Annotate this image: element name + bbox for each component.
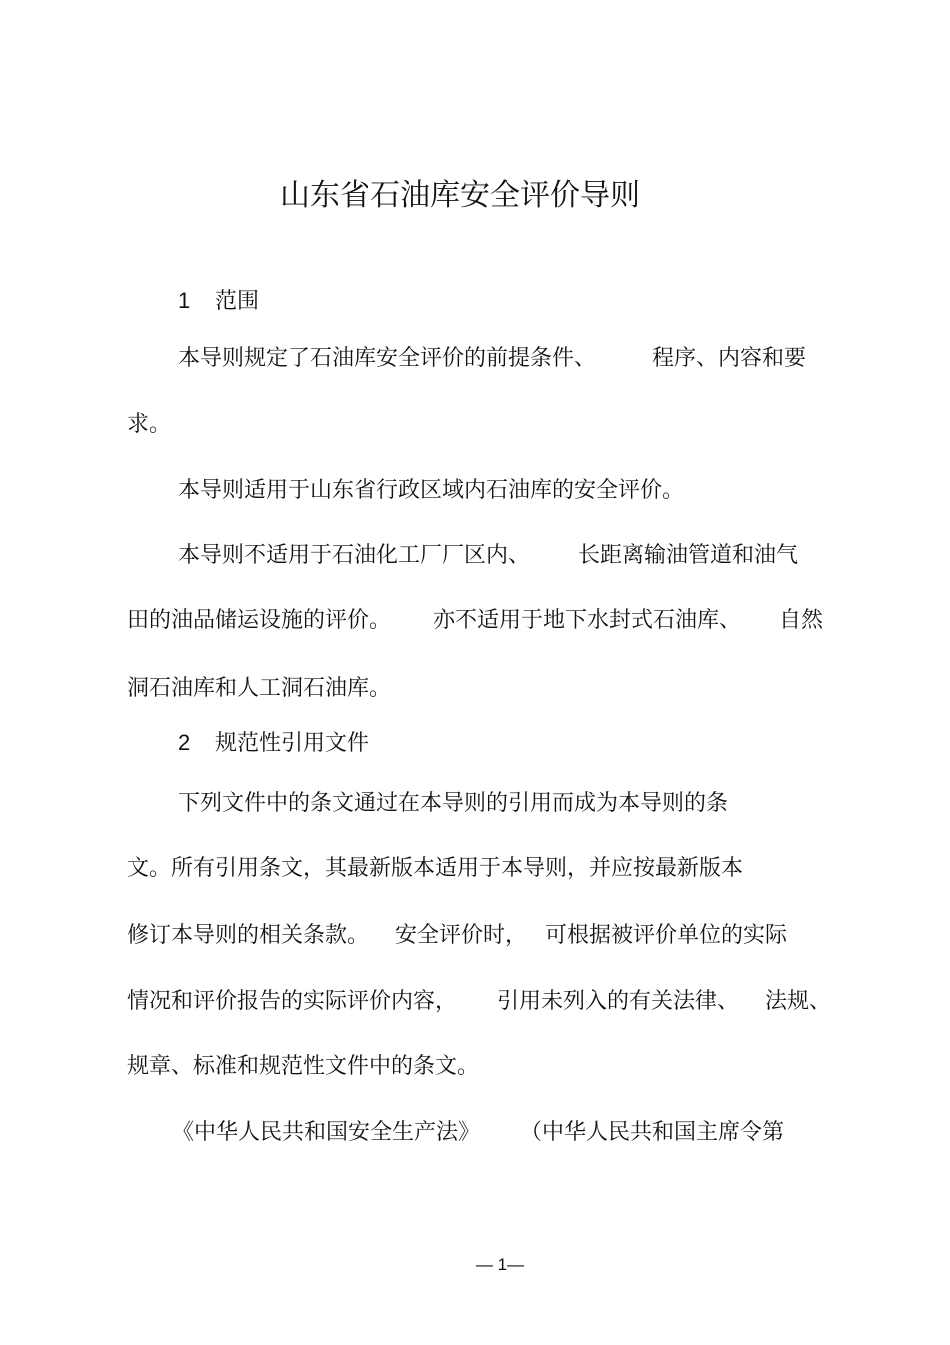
text-run: 情况和评价报告的实际评价内容， [127,989,458,1014]
text-run: 《中华人民共和国安全生产法》 [172,1120,481,1145]
text-run: 本导则不适用于石油化工厂厂区内、 [178,543,531,568]
text-run: 田的油品储运设施的评价。 [127,608,392,633]
section-number: 2 [178,730,191,755]
text-run: 求。 [127,412,172,437]
document-title: 山东省石油库安全评价导则 [280,178,640,213]
text-run: 程序、内容和要 [652,346,807,371]
section-title: 规范性引用文件 [215,731,370,756]
section-number: 1 [178,288,191,313]
paragraph-line [178,344,806,374]
text-run: （中华人民共和国主席令第 [520,1120,785,1145]
text-run: 下列文件中的条文通过在本导则的引用而成为本导则的条 [178,791,729,816]
paragraph-line [127,987,831,1017]
text-run: 洞石油库和人工洞石油库。 [127,676,392,701]
paragraph-line [127,921,787,951]
text-run: 本导则规定了石油库安全评价的前提条件、 [178,346,597,371]
text-run: 修订本导则的相关条款。 [127,923,370,948]
text-run: 长距离输油管道和油气 [578,543,799,568]
text-run: 亦不适用于地下水封式石油库、 [433,608,742,633]
paragraph-line [127,854,743,884]
paragraph-line [172,1118,784,1148]
page-number: — 1— [475,1255,525,1274]
section-title: 范围 [215,289,260,314]
text-run: 规章、标准和规范性文件中的条文。 [127,1054,480,1079]
paragraph-line [127,1052,479,1082]
paragraph-line [127,674,391,704]
text-run: 自然 [779,608,824,633]
text-run: 可根据被评价单位的实际 [545,923,788,948]
paragraph-line [178,789,728,819]
paragraph-line [127,410,171,440]
text-run: 本导则适用于山东省行政区域内石油库的安全评价。 [178,478,685,503]
text-run: 文。所有引用条文，其最新版本适用于本导则，并应按最新版本 [127,856,744,881]
text-run: 法规、 [765,989,832,1014]
paragraph-line [178,541,798,571]
paragraph-line [178,476,684,506]
section-heading-2 [178,728,369,759]
section-heading-1 [178,286,259,317]
text-run: 安全评价时， [395,923,528,948]
paragraph-line [127,606,823,636]
text-run: 引用未列入的有关法律、 [497,989,740,1014]
